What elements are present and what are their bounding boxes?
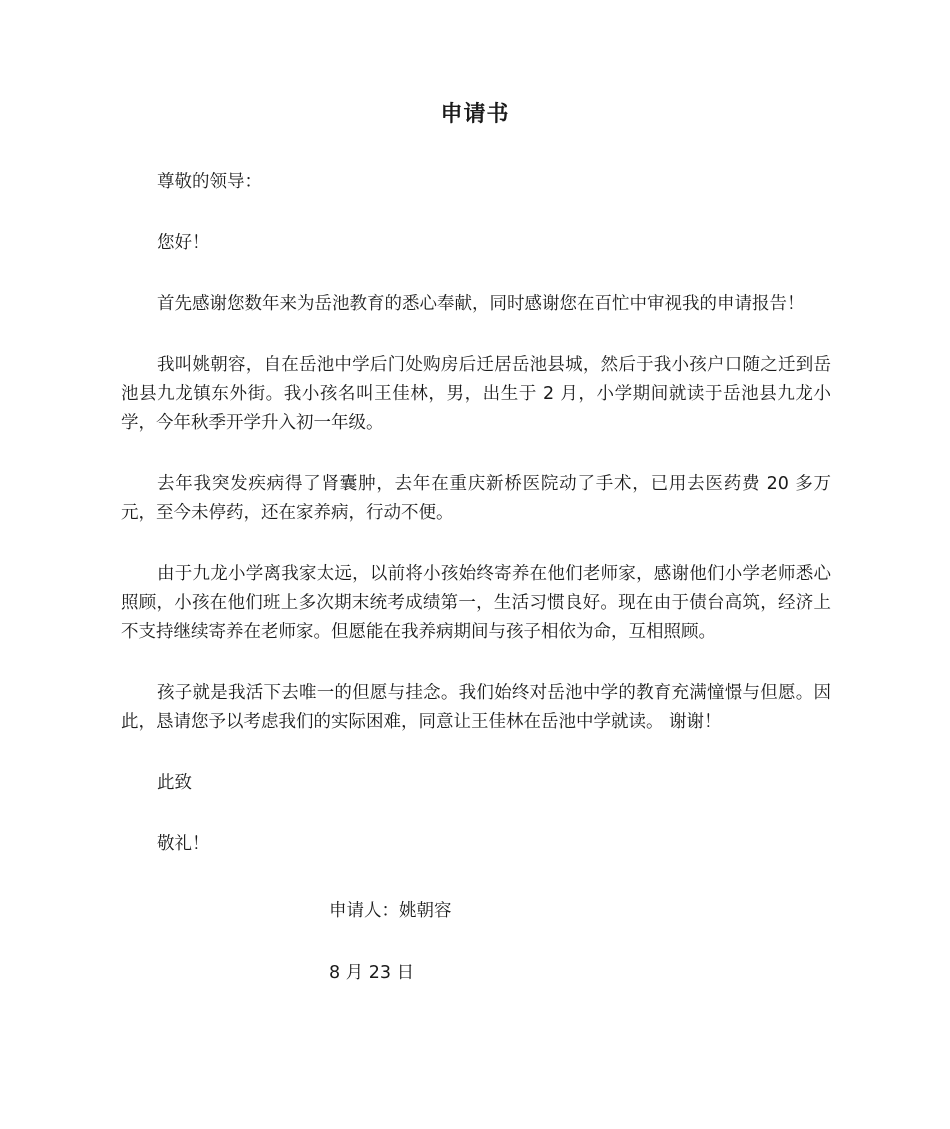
paragraph-request: 孩子就是我活下去唯一的但愿与挂念。我们始终对岳池中学的教育充满憧憬与但愿。因此，恳请您予以考虑我们的实际困难，同意让王佳林在岳池中学就读。 谢谢！ — [121, 683, 831, 732]
closing-line-2: 敬礼！ — [157, 834, 210, 854]
document-body — [121, 168, 831, 891]
salutation: 尊敬的领导： — [157, 172, 262, 192]
paragraph-introduction: 我叫姚朝容，自在岳池中学后门处购房后迁居岳池县城，然后于我小孩户口随之迁到岳池县九龙镇东外街。我小孩名叫王佳林，男，出生于 2 月，小学期间就读于岳池县九龙小学，今年秋季开学升入初一年级。 — [121, 355, 831, 433]
closing-line-1: 此致 — [157, 773, 192, 793]
paragraph-thanks: 首先感谢您数年来为岳池教育的悉心奉献，同时感谢您在百忙中审视我的申请报告！ — [157, 294, 805, 314]
paragraph-boarding: 由于九龙小学离我家太远，以前将小孩始终寄养在他们老师家，感谢他们小学老师悉心照顾，小孩在他们班上多次期末统考成绩第一，生活习惯良好。现在由于债台高筑，经济上不支持继续寄养在老师家。但愿能在我养病期间与孩子相依为命，互相照顾。 — [121, 564, 831, 642]
signature-applicant: 申请人：姚朝容 — [329, 901, 452, 921]
greeting: 您好！ — [157, 233, 210, 253]
document-title: 申请书 — [440, 102, 510, 127]
paragraph-illness: 去年我突发疾病得了肾囊肿，去年在重庆新桥医院动了手术，已用去医药费 20 多万元，至今未停药，还在家养病，行动不便。 — [121, 474, 831, 523]
signature-date: 8 月 23 日 — [329, 963, 415, 983]
